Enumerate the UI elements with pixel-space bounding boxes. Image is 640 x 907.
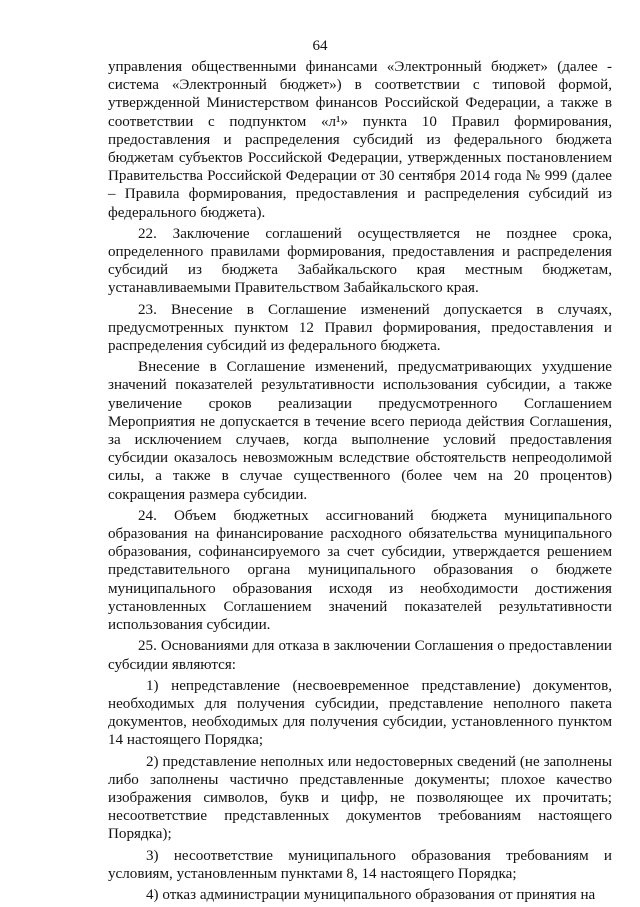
paragraph-23-amendments: Внесение в Соглашение изменений, предусматривающих ухудшение значений показателей результативности использования субсидии, а также увеличение сроков реализации предусмотренного Соглашением Мероприятия не допускается в течение всего периода действия Соглашения, за исключением случаев, когда выполнение условий предоставления субсидии оказалось невозможным вследствие обстоятельств непреодолимой силы, а также в случае существенного (более чем на 20 процентов) сокращения размера субсидии.	[108, 359, 612, 503]
paragraph-25: 25. Основаниями для отказа в заключении Соглашения о предоставлении субсидии являются:	[108, 638, 612, 673]
paragraph-23: 23. Внесение в Соглашение изменений допускается в случаях, предусмотренных пунктом 12 Правил формирования, предоставления и распределения субсидий из федерального бюджета.	[108, 301, 612, 355]
list-item-1: 1) непредставление (несвоевременное представление) документов, необходимых для получения субсидии, представление неполного пакета документов, необходимых для получения субсидии, установленного пунктом 14 настоящего Порядка;	[108, 677, 612, 749]
document-body	[108, 58, 612, 907]
list-item-2: 2) представление неполных или недостоверных сведений (не заполнены либо заполнены частично представленные документы; плохое качество изображения символов, букв и цифр, не позволяющее их прочитать; несоответствие представленных документов требованиям настоящего Порядка);	[108, 753, 612, 843]
list-item-3: 3) несоответствие муниципального образования требованиям и условиям, установленным пунктами 8, 14 настоящего Порядка;	[108, 847, 612, 882]
page-number: 64	[312, 38, 328, 54]
paragraph-22: 22. Заключение соглашений осуществляется не позднее срока, определенного правилами формирования, предоставления и распределения субсидий из бюджета Забайкальского края местным бюджетам, устанавливаемыми Правительством Забайкальского края.	[108, 225, 612, 297]
list-item-4: 4) отказ администрации муниципального образования от принятия на	[146, 886, 596, 903]
paragraph-continuation: управления общественными финансами «Электронный бюджет» (далее - система «Электронный бюджет») в соответствии с типовой формой, утвержденной Министерством финансов Российской Федерации, а также в соответствии с подпунктом «л¹» пункта 10 Правил формирования, предоставления и распределения субсидий из федерального бюджета бюджетам субъектов Российской Федерации, утвержденных постановлением Правительства Российской Федерации от 30 сентября 2014 года № 999 (далее – Правила формирования, предоставления и распределения субсидий из федерального бюджета).	[108, 59, 612, 221]
paragraph-24: 24. Объем бюджетных ассигнований бюджета муниципального образования на финансирование расходного обязательства муниципального образования, софинансируемого за счет субсидии, утверждается решением представительного органа муниципального образования о бюджете муниципального образования исходя из необходимости достижения установленных Соглашением значений показателей результативности использования субсидии.	[108, 507, 612, 634]
